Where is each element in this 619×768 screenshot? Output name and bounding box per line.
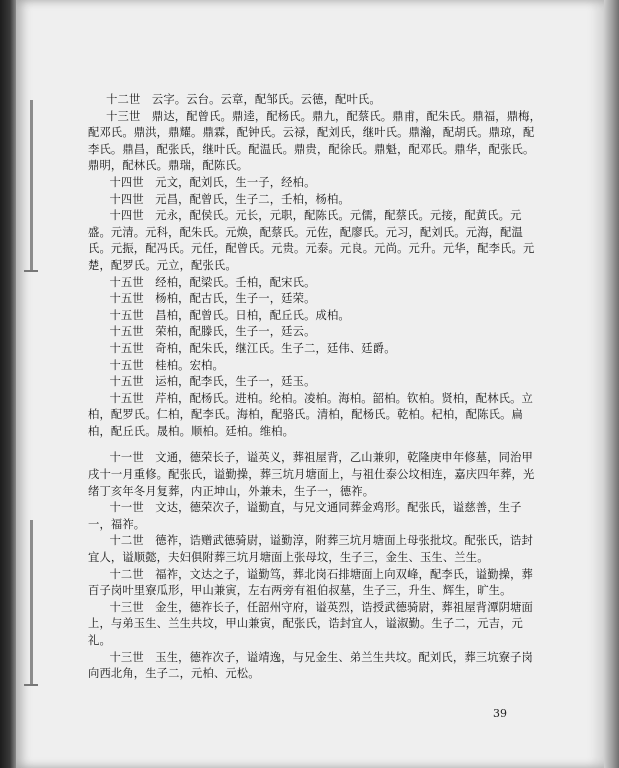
genealogy-entry: 十二世 福祚，文达之子，谥勤笃，葬北岗石排塘面上向双峰，配李氏，谥勤操，葬百子岗叶里寮瓜形，甲山兼寅，左右两旁有祖伯叔墓，生子三，升生、辉生，旷生。 <box>88 567 534 598</box>
genealogy-entry: 十二世 云字。云台。云章，配邹氏。云德，配叶氏。 <box>106 93 381 106</box>
genealogy-entry: 十四世 元文，配刘氏，生一子，经柏。 <box>109 175 316 189</box>
genealogy-entry: 十一世 文达，德荣次子，谥勤直，与兄文通同葬金鸡形。配张氏，谥慈善，生子一，福祚。 <box>88 501 522 531</box>
genealogy-entry: 十二世 德祚，诰赠武德骑尉，谥勤淳，附葬三坑月塘面上母张批坟。配张氏，诰封宜人，谥顺懿，夫妇俱附葬三坑月塘面上张母坟，生子三，金生、玉生、兰生。 <box>88 534 534 565</box>
binding-staple-lower-end <box>24 684 38 686</box>
genealogy-entry: 十五世 杨柏，配古氏，生子一，廷荣。 <box>109 292 316 306</box>
page-number: 39 <box>493 707 507 720</box>
genealogy-entry: 十一世 文通，德荣长子，谥英义，葬祖屋背，乙山兼卯，乾隆庚申年修墓，同治甲戌十一月重修。配张氏，谥勤操，葬三坑月塘面上，与祖仕泰公坟相连，嘉庆四年葬，光绪丁亥年冬月复葬，内正坤山，外兼未，生子一，德祚。 <box>88 451 535 498</box>
binding-staple-upper-end <box>24 270 38 272</box>
genealogy-entry: 十五世 奇柏，配朱氏，继江氏。生子二，廷伟、廷爵。 <box>109 341 396 355</box>
genealogy-entry: 十四世 元永，配侯氏。元长，元职，配陈氏。元儒，配蔡氏。元接，配黄氏。元盛。元清。元科，配朱氏。元焕，配蔡氏。元佐，配廖氏。元习，配刘氏。元海，配温氏。元振，配冯氏。元任，配曾氏。元贵。元泰。元良。元尚。元升。元华，配李氏。元楚，配罗氏。元立，配张氏。 <box>88 209 535 272</box>
genealogy-entry: 十五世 芹柏，配杨氏。进柏。纶柏。凌柏。海柏。韶柏。钦柏。贤柏，配林氏。立柏，配罗氏。仁柏，配李氏。海柏，配骆氏。清柏，配杨氏。乾柏。杞柏，配陈氏。扁柏，配丘氏。晟柏。顺柏。廷柏。维柏。 <box>88 391 534 438</box>
section-gap <box>88 440 543 450</box>
binding-staple-lower <box>30 520 33 685</box>
genealogy-entry: 十三世 鼎达，配曾氏。鼎逵，配杨氏。鼎九，配蔡氏。鼎甫，配朱氏。鼎福，鼎梅，配邓氏。鼎洪，鼎耀。鼎霖，配钟氏。云禄，配刘氏，继叶氏。鼎瀚，配胡氏。鼎琼，配李氏。鼎昌，配张氏，继叶氏。配温氏。鼎贵，配徐氏。鼎魁，配邓氏。鼎华，配张氏。鼎明，配林氏。鼎瑞，配陈氏。 <box>88 109 542 173</box>
genealogy-entry: 十三世 玉生，德祚次子，谥靖逸，与兄金生、弟兰生共坟。配刘氏，葬三坑寮子岗向西北角，生子二，元柏、元松。 <box>88 650 534 681</box>
genealogy-entry: 十五世 桂柏。宏柏。 <box>109 358 224 372</box>
genealogy-entry: 十五世 昌柏，配曾氏。日柏，配丘氏。成柏。 <box>109 308 350 322</box>
genealogy-text <box>88 92 543 683</box>
binding-staple-upper <box>30 100 33 270</box>
genealogy-entry: 十五世 经柏，配梁氏。壬柏，配宋氏。 <box>109 275 316 289</box>
genealogy-entry: 十五世 运柏，配李氏，生子一，廷玉。 <box>109 375 316 389</box>
genealogy-entry: 十五世 荣柏，配滕氏，生子一，廷云。 <box>109 325 316 339</box>
genealogy-entry: 十三世 金生，德祚长子，任韶州守府，谥英烈，诰授武德骑尉，葬祖屋背潭阴塘面上，与弟玉生、兰生共坟，甲山兼寅，配张氏，诰封宜人，谥淑勤。生子二，元吉，元礼。 <box>88 600 534 647</box>
genealogy-entry: 十四世 元昌，配曾氏，生子二，壬柏，杨柏。 <box>109 192 350 206</box>
page-right-edge <box>604 0 619 768</box>
